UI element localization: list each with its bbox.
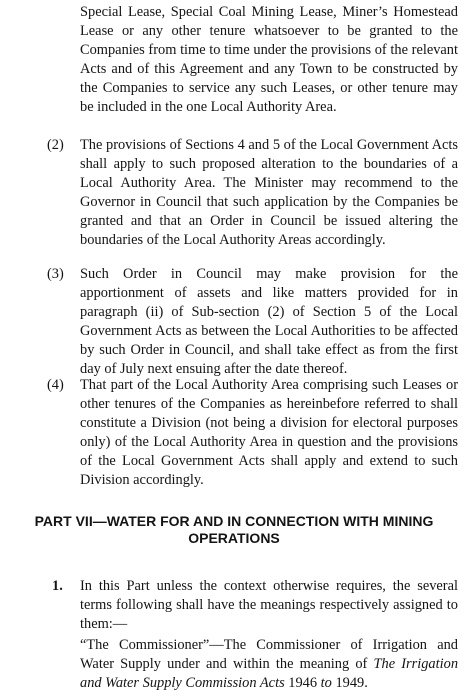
subsection-4-text: That part of the Local Authority Area comprising such Leases or other tenures of the Companies as hereinbefore referred to shall constitute a Division (not being a division for electoral purposes only) of the Local Authority Area in question and the provisions of the Local Government Acts shall apply and extend to such Division accordingly. [80, 377, 458, 488]
subsection-number: (2) [47, 137, 64, 153]
act-year-start: 1946 [284, 675, 321, 691]
subsection-number: (3) [47, 266, 64, 282]
definition-term-text: “The Commissioner”—The Commissioner of Irrigation and Water Supply under and within the meaning of [80, 637, 458, 672]
subsection-2-text: The provisions of Sections 4 and 5 of the Local Government Acts shall apply to such proposed alteration to the boundaries of a Local Authority Area. The Minister may recommend to the Governor in Council that such application by the Companies be granted and that an Order in Council be issued altering the boundaries of the Local Authority Areas accordingly. [80, 137, 458, 248]
continuation-paragraph: Special Lease, Special Coal Mining Lease, Miner’s Homestead Lease or any other tenure whatsoever to be granted to the Companies from time to time under the provisions of the relevant Acts and of this Agreement and any Town to be constructed by the Companies to service any such Leases, or other tenure may be included in the one Local Authority Area. [80, 4, 458, 115]
act-title: The Irrigation and Water Supply Commission Acts [80, 656, 459, 691]
definition-commissioner [80, 636, 458, 693]
section-number: 1. [52, 578, 63, 594]
act-year-connector: to [320, 675, 332, 691]
part-heading-line-2: OPERATIONS [188, 530, 280, 546]
section-1-text: In this Part unless the context otherwise requires, the several terms following shall have the meanings respectively assigned to them:— [80, 578, 458, 632]
part-heading-line-1: PART VII—WATER FOR AND IN CONNECTION WITH MINING [34, 513, 434, 529]
act-year-end: 1949. [331, 675, 368, 691]
subsection-number: (4) [47, 377, 64, 393]
subsection-3-text: Such Order in Council may make provision for the apportionment of assets and like matters provided for in paragraph (ii) of Sub-section (2) of Section 5 of the Local Government Acts as between the Local Authorities to be affected by such Order in Council, and shall take effect as from the first day of July next ensuing after the date thereof. [80, 266, 458, 377]
